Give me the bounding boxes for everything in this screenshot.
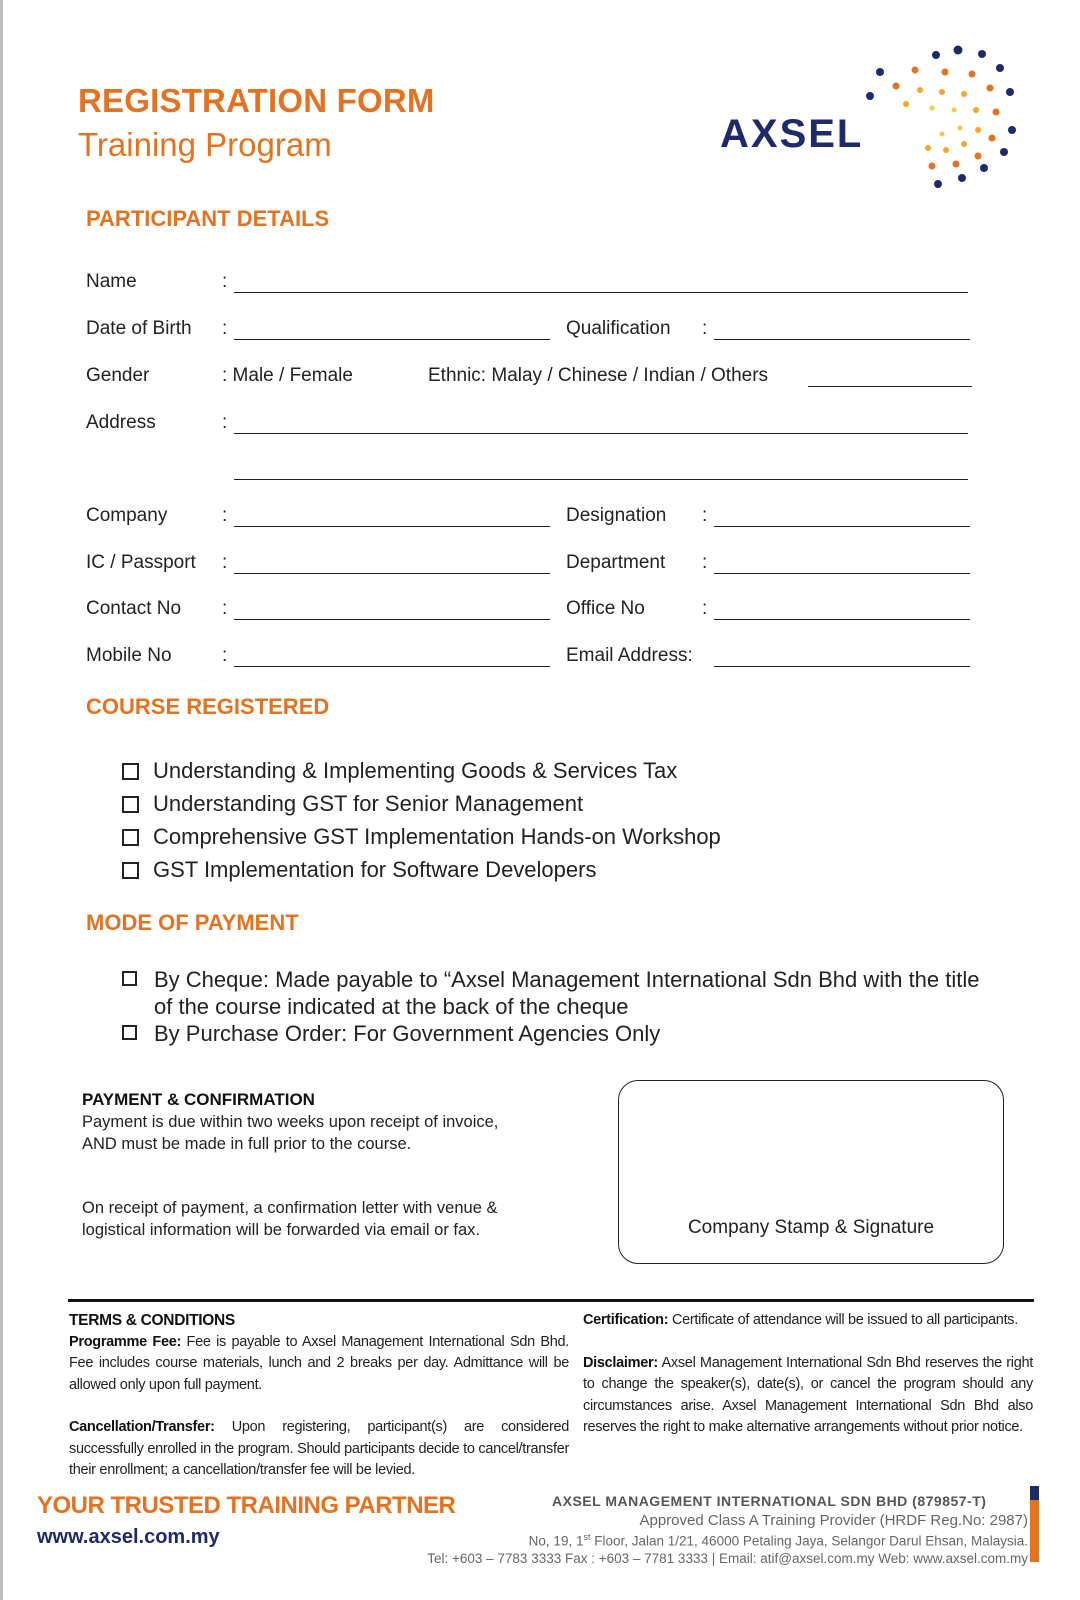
footer-address-part: No, 19, 1 [528, 1533, 584, 1549]
name-label: Name [86, 271, 137, 292]
ic-passport-colon: : [222, 552, 228, 573]
logo-sunburst-icon [720, 40, 1040, 200]
mobile-no-label: Mobile No [86, 645, 172, 666]
course-option-4[interactable] [122, 857, 596, 883]
ic-passport-label: IC / Passport [86, 552, 196, 573]
course-option-1[interactable] [122, 758, 677, 784]
address-colon: : [222, 412, 228, 433]
office-no-label: Office No [566, 598, 645, 619]
designation-field[interactable] [714, 526, 970, 527]
address-field-line-1[interactable] [234, 433, 968, 434]
certification-term [583, 1310, 1033, 1332]
form-subtitle: Training Program [78, 126, 332, 163]
disclaimer-term [583, 1353, 1033, 1439]
course-registered-heading: COURSE REGISTERED [86, 694, 330, 719]
certification-label: Certification: [583, 1312, 669, 1328]
cancellation-label: Cancellation/Transfer: [69, 1419, 215, 1435]
accent-bar-navy [1030, 1486, 1039, 1500]
department-colon: : [702, 552, 708, 573]
footer-address-part: Floor, Jalan 1/21, 46000 Petaling Jaya, Selangor Darul Ehsan, Malaysia. [590, 1533, 1028, 1549]
company-label: Company [86, 505, 168, 526]
dob-field[interactable] [234, 339, 550, 340]
department-label: Department [566, 552, 666, 573]
programme-fee-term [69, 1332, 569, 1397]
payment-option-label: By Cheque: Made payable to “Axsel Management International Sdn Bhd with the title of the course indicated at the back of the cheque [154, 967, 980, 1019]
designation-label: Designation [566, 505, 667, 526]
course-option-3[interactable] [122, 824, 721, 850]
qualification-field[interactable] [714, 339, 970, 340]
payment-option-cheque[interactable] [122, 966, 982, 1020]
footer-tagline: YOUR TRUSTED TRAINING PARTNER [37, 1492, 456, 1519]
terms-heading: TERMS & CONDITIONS [69, 1312, 235, 1329]
mobile-no-field[interactable] [234, 666, 550, 667]
footer-website-link[interactable]: www.axsel.com.my [37, 1526, 220, 1548]
company-stamp-box[interactable] [618, 1080, 1004, 1264]
email-field[interactable] [714, 666, 970, 667]
designation-colon: : [702, 505, 708, 526]
department-field[interactable] [714, 573, 970, 574]
programme-fee-label: Programme Fee: [69, 1333, 182, 1350]
footer-address [529, 1532, 1028, 1549]
programme-fee-text: Fee is payable to Axsel Management International Sdn Bhd. Fee includes course materials, lunch and 2 breaks per day. Admittance will be allowed only upon full payment. [69, 1333, 569, 1393]
office-no-colon: : [702, 598, 708, 619]
payment-option-po[interactable] [122, 1020, 982, 1047]
checkbox-icon[interactable] [122, 796, 139, 813]
checkbox-icon[interactable] [122, 862, 139, 879]
footer-company-name: AXSEL MANAGEMENT INTERNATIONAL SDN BHD (879857-T) [552, 1493, 987, 1509]
ethnic-other-field[interactable] [808, 386, 972, 387]
certification-text: Certificate of attendance will be issued to all participants. [671, 1312, 1018, 1328]
disclaimer-label: Disclaimer: [583, 1354, 658, 1371]
axsel-logo [720, 40, 1040, 200]
name-field[interactable] [234, 292, 968, 293]
dob-colon: : [222, 318, 228, 339]
disclaimer-text: Axsel Management International Sdn Bhd reserves the right to change the speaker(s), date(s), or cancel the program should any circumstances arise. Axsel Management International Sdn Bhd also reserves the right to make alternative arrangements without prior notice. [583, 1354, 1033, 1435]
office-no-field[interactable] [714, 619, 970, 620]
payment-confirmation-text-2: On receipt of payment, a confirmation letter with venue & logistical information will be forwarded via email or fax. [82, 1199, 498, 1239]
gender-options[interactable]: : Male / Female [222, 365, 353, 386]
mode-of-payment-heading: MODE OF PAYMENT [86, 910, 299, 935]
page-left-border [0, 0, 3, 1600]
contact-no-label: Contact No [86, 598, 182, 619]
email-label: Email Address: [566, 645, 693, 666]
qualification-colon: : [702, 318, 708, 339]
mobile-no-colon: : [222, 645, 228, 666]
form-title: REGISTRATION FORM [78, 82, 435, 119]
gender-label: Gender [86, 365, 150, 386]
footer-accent-bar [1030, 1486, 1039, 1562]
terms-left-column [69, 1310, 569, 1482]
terms-divider [68, 1299, 1034, 1302]
contact-no-colon: : [222, 598, 228, 619]
checkbox-icon[interactable] [122, 971, 137, 986]
dob-label: Date of Birth [86, 318, 192, 339]
payment-option-label: By Purchase Order: For Government Agencies Only [154, 1021, 661, 1046]
contact-no-field[interactable] [234, 619, 550, 620]
cancellation-term [69, 1417, 569, 1482]
checkbox-icon[interactable] [122, 763, 139, 780]
accent-bar-orange [1030, 1500, 1039, 1562]
course-option-label: Comprehensive GST Implementation Hands-on Workshop [153, 824, 721, 849]
course-option-label: Understanding GST for Senior Management [153, 791, 584, 816]
company-colon: : [222, 505, 228, 526]
payment-confirmation-text-1: Payment is due within two weeks upon receipt of invoice, AND must be made in full prior to the course. [82, 1113, 499, 1153]
cancellation-text: Upon registering, participant(s) are considered successfully enrolled in the program. Should participants decide to cancel/transfer their enrollment; a cancellation/transfer fee will be levied. [69, 1419, 570, 1478]
logo-wordmark: AXSEL [720, 112, 864, 156]
payment-confirmation-heading: PAYMENT & CONFIRMATION [82, 1090, 315, 1109]
footer-address-sup: st [583, 1532, 591, 1542]
company-field[interactable] [234, 526, 550, 527]
terms-right-column [583, 1310, 1033, 1439]
name-colon: : [222, 271, 228, 292]
address-label: Address [86, 412, 156, 433]
qualification-label: Qualification [566, 318, 671, 339]
footer-contact: Tel: +603 – 7783 3333 Fax : +603 – 7781 3333 | Email: atif@axsel.com.my Web: www.axsel.com.my [427, 1551, 1028, 1566]
course-option-2[interactable] [122, 791, 583, 817]
ethnic-options[interactable]: Ethnic: Malay / Chinese / Indian / Others [428, 365, 769, 386]
address-field-line-2[interactable] [234, 479, 968, 480]
checkbox-icon[interactable] [122, 829, 139, 846]
course-option-label: Understanding & Implementing Goods & Services Tax [153, 758, 678, 783]
ic-passport-field[interactable] [234, 573, 550, 574]
stamp-label: Company Stamp & Signature [687, 1217, 935, 1238]
course-option-label: GST Implementation for Software Developers [153, 857, 597, 882]
participant-details-heading: PARTICIPANT DETAILS [86, 206, 330, 231]
checkbox-icon[interactable] [122, 1025, 137, 1040]
footer-provider: Approved Class A Training Provider (HRDF Reg.No: 2987) [639, 1512, 1028, 1529]
